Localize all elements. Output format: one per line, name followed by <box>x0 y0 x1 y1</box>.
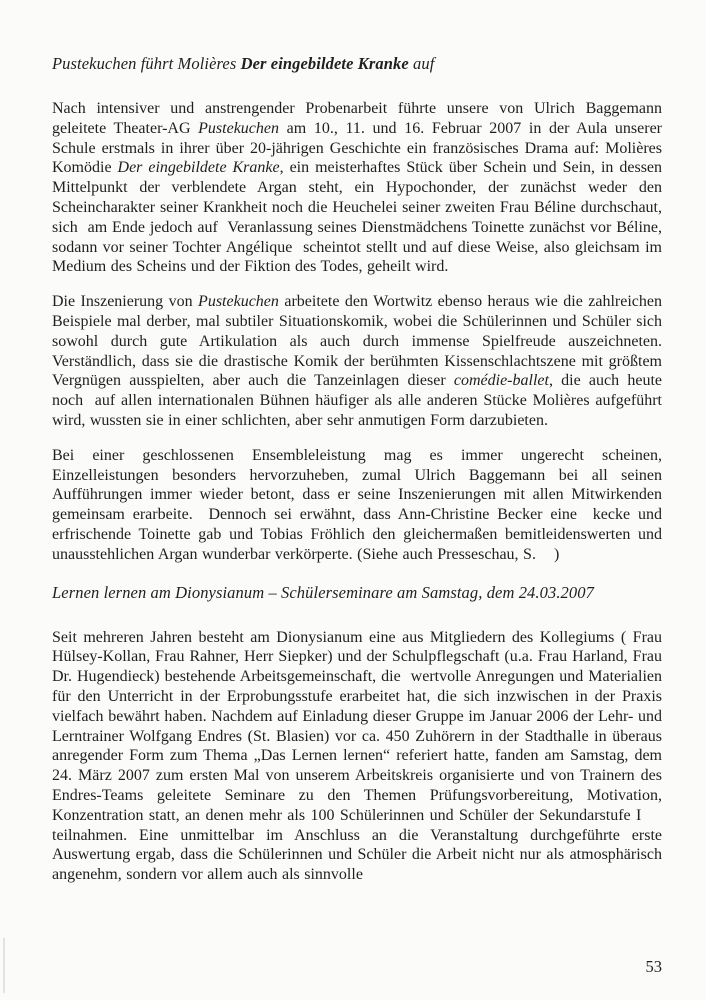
article-title-lernen-lernen <box>52 583 662 603</box>
text-run: Bei einer geschlossenen Ensembleleistung mag es immer ungerecht scheinen, Einzelleistungen besonders hervorzuheben, zumal Ulrich Baggemann bei all seinen Aufführungen immer wieder betont, dass er seine Inszenierungen mit allen Mitwirkenden gemeinsam erarbeite. Dennoch sei erwähnt, dass Ann-Christine Becker eine kecke und erfrischende Toinette gab und Tobias Fröhlich den gleichermaßen bemitleidenswerten und unausstehlichen Argan wunderbar verkörperte. (Siehe auch Presseschau, S. ) <box>52 446 662 563</box>
text-run: Die Inszenierung von <box>52 293 199 311</box>
article-title-pustekuchen <box>52 54 662 74</box>
text-run: , ein meisterhaftes Stück über Schein und Sein, in dessen Mittelpunkt der verblendete Argan steht, ein Hypochonder, der zunächst weder den Scheincharakter seiner Krankheit noch die Heuchelei seiner zweiten Frau Béline durchschaut, sich am Ende jedoch auf Veranlassung seines Dienstmädchens Toinette zunächst vor Béline, sodann vor seiner Tochter Angélique scheintot stellt und auf diese Weise, also gleichsam im Medium des Scheins und der Fiktion des Todes, geheilt wird. <box>52 159 663 276</box>
text-run: am 10., 11. und 16. Februar 2007 in der Aula unserer Schule erstmals in ihrer über 20-jährigen Geschichte ein französisches Drama auf: Molières Komödie <box>52 119 662 177</box>
text-run: Nach intensiver und anstrengender Probenarbeit führte unsere von Ulrich Baggemann geleitete Theater-AG <box>52 100 662 137</box>
page-number: 53 <box>645 957 662 976</box>
paragraph-theater-production <box>52 99 662 277</box>
text-run-italic: Der eingebildete Kranke <box>117 159 280 177</box>
title-play-name: Der eingebildete Kranke <box>240 54 409 73</box>
text-column <box>52 54 662 900</box>
title-segment: auf <box>408 54 435 73</box>
text-run-italic: comédie-ballet <box>453 372 549 390</box>
paragraph-seminare <box>52 628 662 885</box>
paragraph-staging <box>52 292 662 431</box>
text-run: Seit mehreren Jahren besteht am Dionysianum eine aus Mitgliedern des Kollegiums ( Frau Hülsey-Kollan, Frau Rahner, Herr Siepker) und der Schulpflegschaft (u.a. Frau Harland, Frau Dr. Hugendieck) bestehende Arbeitsgemeinschaft, die wertvolle Anregungen und Materialien für den Unterricht in der Erprobungsstufe erarbeitet hat, die sich inzwischen in der Praxis vielfach bewährt haben. Nachdem auf Einladung dieser Gruppe im Januar 2006 der Lehr- und Lerntrainer Wolfgang Endres (St. Blasien) vor ca. 450 Zuhörern in der Stadthalle in überaus anregender Form zum Thema „Das Lernen lernen“ referiert hatte, fanden am Samstag, dem 24. März 2007 zum ersten Mal von unserem Arbeitskreis organisierte und von Trainern des Endres-Teams geleitete Seminare zu den Themen Prüfungsvorbereitung, Motivation, Konzentration statt, an denen mehr als 100 Schülerinnen und Schüler der Sekundarstufe I teilnahmen. Eine unmittelbar im Anschluss an die Veranstaltung durchgeführte erste Auswertung ergab, dass die Schülerinnen und Schüler die Arbeit nicht nur als atmosphärisch angenehm, sondern vor allem auch als sinnvolle <box>52 628 662 884</box>
paragraph-ensemble <box>52 446 662 565</box>
text-run: arbeitete den Wortwitz ebenso heraus wie die zahlreichen Beispiele mal derber, mal subtiler Situationskomik, wobei die Schülerinnen und Schüler sich sowohl durch gute Artikulation als auch durch immense Spielfreude auszeichneten. Verständlich, dass sie die drastische Komik der berühmten Kissenschlachtszene mit größtem Vergnügen ausspielten, aber auch die Tanzeinlagen dieser <box>52 293 662 390</box>
text-run-italic: Pustekuchen <box>198 293 279 311</box>
text-run: , die auch heute noch auf allen internationalen Bühnen häufiger als alle anderen Stücke Molières aufgeführt wird, wussten sie in einer schlichten, aber sehr anmutigen Form darzubieten. <box>52 372 662 429</box>
title-segment: Pustekuchen führt Molières <box>52 54 241 73</box>
scan-edge-artifact <box>3 938 5 993</box>
subtitle-text: Lernen lernen am Dionysianum – Schülerseminare am Samstag, dem 24.03.2007 <box>52 582 594 602</box>
text-run-italic: Pustekuchen <box>198 119 280 137</box>
